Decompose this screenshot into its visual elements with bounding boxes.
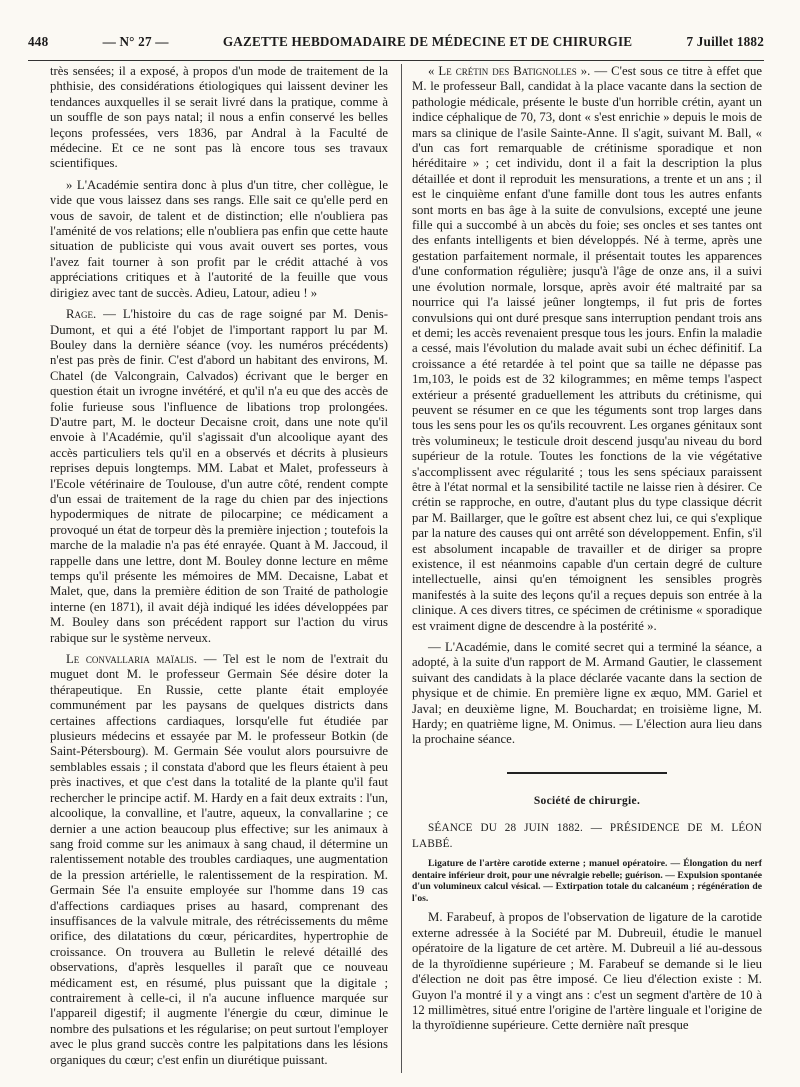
seance-line: SÉANCE DU 28 JUIN 1882. — PRÉSIDENCE DE M. LÉON LABBÉ. <box>412 822 762 850</box>
convallaria-text: — Tel est le nom de l'extrait du muguet dont M. le professeur Germain Sée désire doter la thérapeutique. En Russie, cette plante était employée communément par les paysans de quelques districts dans certaines affections cardiaques, lorsqu'elle fut étudiée par plusieurs médecins et essayée par M. le professeur Botkin (de Saint-Pétersbourg). M. Germain Sée voulut alors poursuivre de semblables essais ; il constata d'abord que les fleurs étaient à peu près inactives, et que c'est dans la totalité de la plante qu'il faut rechercher le principe actif. M. Hardy en a fait deux extraits : l'un, alcoolique, la convalline, et l'autre, aqueux, la convallarine ; ce dernier a une action beaucoup plus effective; sur les animaux à sang froid comme sur les animaux à sang chaud, il détermine un ralentissement notable des troubles cardiaques, une augmentation de la pression artérielle, le ralentissement de la respiration. M. Germain Sée l'a ensuite employée sur l'homme dans 19 cas d'affections cardiaques prises au hasard, comprenant des insuffisances de la valvule mitrale, des rétrécissements du même orifice, des dilatations du cœur, péricardites, hypertrophie de croissance. On trouvera au Bulletin le relevé détaillé des observations, d'après lesquelles il paraît que ce nouveau médicament est, en résumé, plus puissant que la digitale ; contrairement à celle-ci, il n'a aucune influence marquée sur l'appareil digestif; il augmente l'énergie du cœur, diminue le nombre des pulsations et les régularise; on peut surtout l'employer avec le plus grand succès contre les palpitations dans les lésions organiques du cœur; c'est enfin un diurétique puissant. <box>50 652 389 1067</box>
convallaria-heading: Le convallaria maïalis. <box>66 652 198 667</box>
page-header <box>28 34 764 56</box>
issue-number: — N° 27 — <box>102 34 169 49</box>
session-summary: Ligature de l'artère carotide externe ; manuel opératoire. — Élongation du nerf dentaire inférieur droit, pour une névralgie rebelle; guérison. — Expulsion spontanée d'un volumineux calcul vésical. — Extirpation totale du calcanéum ; régénération de l'os. <box>412 858 762 904</box>
header-rule <box>28 60 764 61</box>
page-number: 448 <box>28 34 49 49</box>
section-separator <box>507 772 667 774</box>
right-column <box>412 64 762 1040</box>
left-column <box>50 64 388 1074</box>
paragraph-latour-works: très sensées; il a exposé, à propos d'un mode de traitement de la phthisie, des considérations étiologiques qui laissent deviner les tendances auxquelles il se serait livré dans la pratique, comme à un souffle de son pays natal; il nous a enfin conservé les belles leçons professées, vers 1836, par Andral à la Faculté de médecine. Et ce ne sont pas là encore tous ses travaux scientifiques. <box>50 64 388 171</box>
societe-title: Société de chirurgie. <box>533 794 641 807</box>
column-divider <box>401 64 402 1073</box>
paragraph-rage <box>50 307 388 646</box>
issue-date: 7 Juillet 1882 <box>686 34 764 49</box>
cretin-text: — C'est sous ce titre à effet que M. le professeur Ball, candidat à la place vacante dans la section de pathologie médicale, présente le buste d'un horrible crétin, ayant un indice céphalique de 70, 73, dont « s'est enrichie » depuis le mois de mars sa clinique de l'asile Sainte-Anne. Il s'agit, suivant M. Ball, « d'un cas fort remarquable de crétinisme sporadique et non héréditaire » ; cet individu, dont il a fait la description la plus détaillée et dont il reproduit les mensurations, a trente et un ans ; il est le cinquième enfant d'une famille dont tous les autres enfants sont morts en bas âge à la suite de convulsions, excepté une jeune fille qui a succombé à un abcès du foie; ses oncles et ses tantes ont des enfants intelligents et bien développés. Né à terme, après une gestation parfaitement normale, il présentait toutes les apparences d'une conformation régulière; jusqu'à l'âge de onze ans, il a suivi une évolution normale, lorsque, après avoir été maltraité par sa nourrice qui l'a laissé jeûner longtemps, il fut pris de fortes convulsions qui ont duré presque sans interruption pendant trois ans et demi; les accès revenaient presque tous les jours. Enfin la maladie a cessé, mais l'évolution du malade avait subi un échec définitif. La croissance a été retardée à tel point que sa taille ne dépasse pas 1m,103, le poids est de 32 kilogrammes; en même temps l'aspect extérieur a présenté graduellement les attributs du crétinisme, qui peuvent se résumer en ce que les téguments sont trop larges dans tous les sens pour les os qu'ils recouvrent. Les organes génitaux sont très volumineux; le testicule droit descend jusqu'au niveau du bord supérieur de la rotule. Toutes les fonctions de la vie végétative s'accomplissent avec régularité ; tous les sens spéciaux paraissent être à l'état normal et la sensibilité tactile ne laisse rien à désirer. Ce crétin se rapproche, en outre, d'autant plus du type classique décrit par M. Baillarger, que le goître est absent chez lui, ce qui s'explique par la nature des causes qui ont arrêté son développement. Enfin, s'il est absolument incapable de travailler et de diriger sa propre existence, il est néanmoins capable d'un certain degré de culture intellectuelle, ainsi qu'en témoignent les sensibles progrès manifestés à la suite des leçons qu'il a reçues depuis son entrée à la clinique. A ces divers titres, ce spécimen de crétinisme « sporadique est vraiment digne de descendre à la postérité ». <box>412 64 762 633</box>
paragraph-election: — L'Académie, dans le comité secret qui a terminé la séance, a adopté, à la suite d'un rapport de M. Armand Gautier, le classement suivant des candidats à la place déclarée vacante dans la section de physique et de chimie. En première ligne ex æquo, MM. Gariel et Javal; en deuxième ligne, M. Bouchardat; en troisième ligne, M. Hardy; en quatrième ligne, M. Onimus. — L'élection aura lieu dans la prochaine séance. <box>412 640 762 747</box>
paragraph-cretin <box>412 64 762 634</box>
paragraph-convallaria <box>50 652 388 1068</box>
journal-title: GAZETTE HEBDOMADAIRE DE MÉDECINE ET DE CHIRURGIE <box>222 34 633 49</box>
rage-heading: Rage. <box>66 307 97 322</box>
cretin-heading: « Le crétin des Batignolles ». <box>428 64 591 78</box>
paragraph-latour-farewell: » L'Académie sentira donc à plus d'un titre, cher collègue, le vide que vous laissez dans ses rangs. Elle sait ce qu'elle perd en vous de savoir, de talent et de distinction; elle n'oubliera pas l'aménité de vos relations; elle n'oubliera pas enfin que cette haute situation de publiciste qui vous avait ouvert ses portes, vous l'avez fait tourner à son profit par le crédit attaché à vos appréciations critiques et à l'autorité de la feuille que vous dirigiez avec tant de succès. Adieu, Latour, adieu ! » <box>50 177 388 300</box>
rage-text: — L'histoire du cas de rage soigné par M. Denis-Dumont, et qui a été l'objet de l'important rapport lu par M. Bouley dans la dernière séance (voy. les numéros précédents) n'est pas près de finir. C'est d'abord un habitant des environs, M. Chatel (de Valcongrain, Calvados) écrivant que le berger en question était un ivrogne invétéré, et qu'il n'a eu que des accès de folie furieuse sous l'influence de libations trop prolongées. D'autre part, M. le docteur Decaisne croit, dans une note qu'il envoie à l'Académie, qu'il s'agissait d'un alcoolique ayant des accès particuliers tels qu'il en a observés et décrits à plusieurs reprises depuis longtemps. MM. Labat et Malet, professeurs à l'Ecole vétérinaire de Toulouse, d'un autre côté, rendent compte d'un essai de traitement de la rage du chien par des injections hypodermiques de nitrate de pilocarpine; ce médicament a provoqué un état de torpeur dès la première injection ; toutefois la marche de la maladie n'a pas été enrayée. Quant à M. Jaccoud, il rappelle dans une lettre, dont M. Bouley donne lecture en même temps qu'il présente les mémoires de MM. Decaisne, Labat et Malet, que, dans la première édition de son Traité de pathologie interne (en 1871), il avait déjà indiqué les idées développées par M. Bouley dans son précédent rapport sur l'action du virus rabique sur le système nerveux. <box>50 307 389 645</box>
paragraph-farabeuf: M. Farabeuf, à propos de l'observation de ligature de la carotide externe adressée à la Société par M. Dubreuil, étudie le manuel opératoire de la ligature de cet artère. M. Dubreuil a lié au-dessous de la thyroïdienne supérieure ; M. Farabeuf se demande si le lieu d'élection ne doit pas être imposé. Ce lieu d'élection existe : M. Guyon l'a montré il y a vingt ans : c'est un segment d'artère de 10 à 12 millimètres, situé entre l'origine de l'artère linguale et l'origine de la thyroïdienne supérieure. Cette dernière naît presque <box>412 910 762 1033</box>
